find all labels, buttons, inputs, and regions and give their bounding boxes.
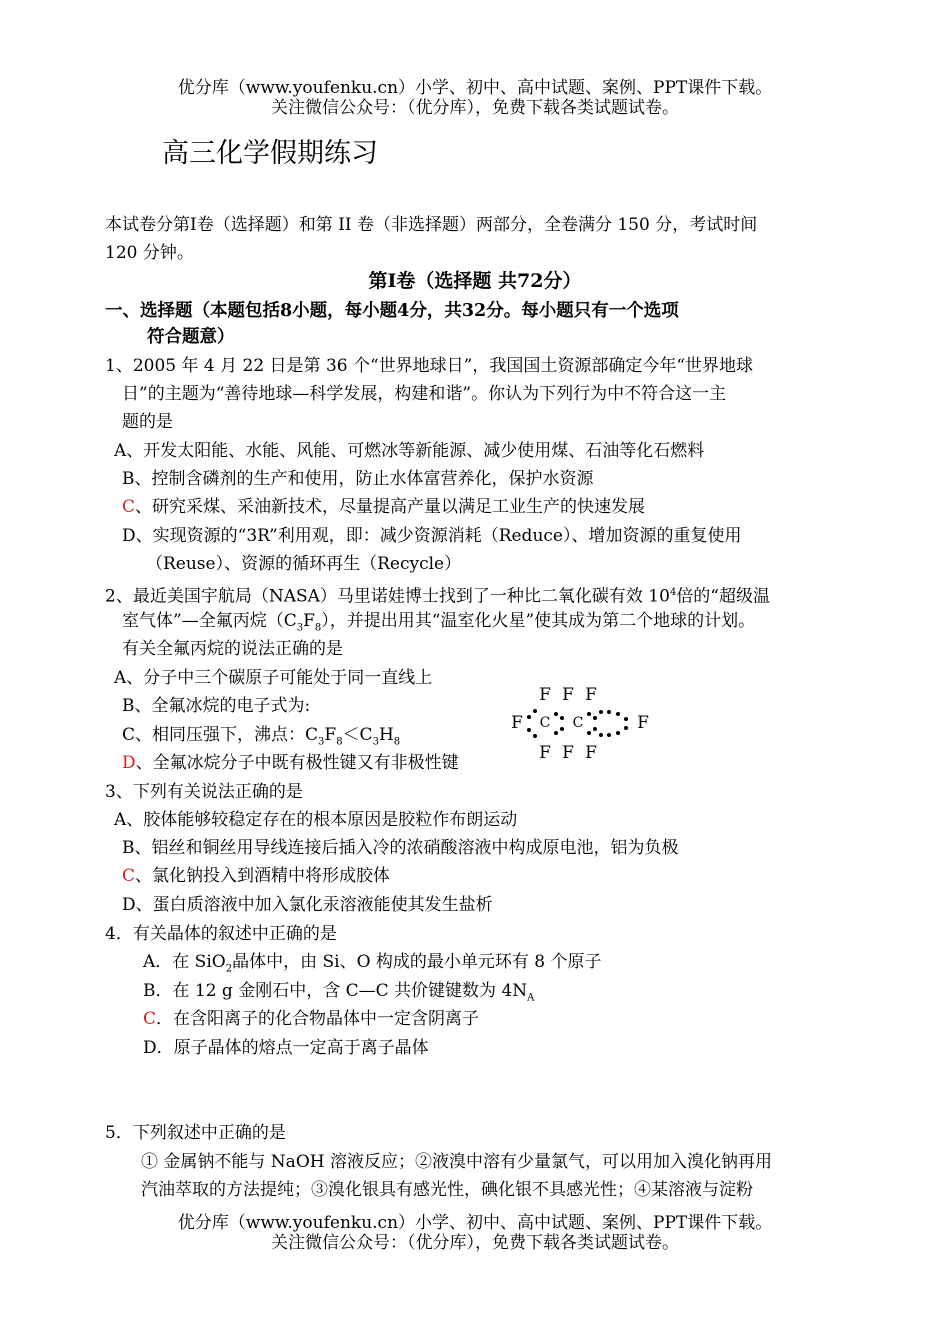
fluorine-atom: F <box>637 713 649 733</box>
carbon-atom: C <box>572 715 584 731</box>
q5-line-1: ① 金属钠不能与 NaOH 溶液反应；②液溴中溶有少量氯气，可以用加入溴化钠再用 <box>141 1152 772 1172</box>
q3-option-d: D、蛋白质溶液中加入氯化汞溶液能使其发生盐析 <box>122 895 493 915</box>
q3-option-c: C、氯化钠投入到酒精中将形成胶体 <box>122 866 391 886</box>
q4-stem: 4．有关晶体的叙述中正确的是 <box>105 924 337 944</box>
q4-option-d: D．原子晶体的熔点一定高于离子晶体 <box>143 1038 429 1058</box>
q4-answer-letter: C <box>143 1009 157 1029</box>
fluorine-atom: F <box>562 685 574 705</box>
intro-line-1: 本试卷分第Ⅰ卷（选择题）和第 II 卷（非选择题）两部分，全卷满分 150 分，考试时间 <box>105 215 758 235</box>
q1-option-b: B、控制含磷剂的生产和使用，防止水体富营养化，保护水资源 <box>122 469 594 489</box>
q5-stem: 5．下列叙述中正确的是 <box>105 1123 286 1143</box>
fluorine-atom: F <box>539 743 551 763</box>
q1-option-d-2: （Reuse）、资源的循环再生（Recycle） <box>146 554 462 574</box>
footer-line-2: 关注微信公众号：（优分库），免费下载各类试题试卷。 <box>271 1233 679 1253</box>
q4-option-c: C．在含阳离子的化合物晶体中一定含阴离子 <box>143 1009 480 1029</box>
q2-answer-letter: D <box>122 753 136 773</box>
q1-answer-letter: C <box>122 497 136 517</box>
carbon-atom: C <box>539 715 551 731</box>
q1-stem-2: 日”的主题为“善待地球—科学发展，构建和谐”。你认为下列行为中不符合这一主 <box>122 384 727 404</box>
section-heading-1: 一、选择题（本题包括8小题，每小题4分，共32分。每小题只有一个选项 <box>105 301 679 321</box>
q2-option-b: B、全氟冰烷的电子式为: <box>122 696 311 716</box>
fluorine-atom: F <box>511 713 523 733</box>
q2-stem-3: 有关全氟丙烷的说法正确的是 <box>122 639 343 659</box>
page-title: 高三化学假期练习 <box>162 138 378 169</box>
fluorine-atom: F <box>562 743 574 763</box>
q3-answer-letter: C <box>122 866 136 886</box>
q5-line-2: 汽油萃取的方法提纯；③溴化银具有感光性，碘化银不具感光性；④某溶液与淀粉 <box>141 1180 753 1200</box>
q1-stem-1: 1、2005 年 4 月 22 日是第 36 个“世界地球日”，我国国土资源部确定今年“世界地球 <box>105 356 754 376</box>
footer-line-1: 优分库（www.youfenku.cn）小学、初中、高中试题、案例、PPT课件下载。 <box>177 1213 773 1233</box>
section-heading-2: 符合题意） <box>147 327 235 347</box>
q3-option-a: A、胶体能够较稳定存在的根本原因是胶粒作布朗运动 <box>114 810 518 830</box>
part-title: 第Ⅰ卷（选择题 共72分） <box>368 270 582 292</box>
q2-stem-2: 室气体”—全氟丙烷$(C_3F_8)$，并提出用其“温室化火星”使其成为第二个地球的计划。 <box>122 611 756 634</box>
fluorine-atom: F <box>585 685 597 705</box>
fluorine-atom: F <box>539 685 551 705</box>
q2-option-a: A、分子中三个碳原子可能处于同一直线上 <box>114 668 433 688</box>
fluorine-atom: F <box>585 743 597 763</box>
electron-dot-structure <box>505 678 655 768</box>
q1-option-d-1: D、实现资源的“3R”利用观，即：减少资源消耗（Reduce）、增加资源的重复使用 <box>122 526 742 546</box>
q3-option-b: B、铝丝和铜丝用导线连接后插入冷的浓硝酸溶液中构成原电池，铝为负极 <box>122 838 679 858</box>
intro-line-2: 120 分钟。 <box>105 243 194 263</box>
q1-option-a: A、开发太阳能、水能、风能、可燃冰等新能源、减少使用煤、石油等化石燃料 <box>114 441 705 461</box>
q1-stem-3: 题的是 <box>122 412 173 432</box>
header-line-2: 关注微信公众号：（优分库），免费下载各类试题试卷。 <box>271 98 679 118</box>
q2-option-d: D、全氟冰烷分子中既有极性键又有非极性键 <box>122 753 459 773</box>
q2-stem-1: 2、最近美国宇航局（NASA）马里诺娃博士找到了一种比二氧化碳有效 $10^4$倍的“超级温 <box>105 586 771 607</box>
q2-option-c: C、相同压强下，沸点：$C_3F_8<C_3H_8$ <box>122 725 401 748</box>
q3-stem: 3、下列有关说法正确的是 <box>105 782 303 802</box>
q4-option-b: B．在 12 g 金刚石中，含 C—C 共价键键数为 $4N_A$ <box>143 981 535 1004</box>
q4-option-a: A．在 SiO$_2$晶体中，由 Si、O 构成的最小单元环有 8 个原子 <box>143 952 602 975</box>
q1-option-c: C、研究采煤、采油新技术，尽量提高产量以满足工业生产的快速发展 <box>122 497 646 517</box>
header-line-1: 优分库（www.youfenku.cn）小学、初中、高中试题、案例、PPT课件下载。 <box>177 78 773 98</box>
